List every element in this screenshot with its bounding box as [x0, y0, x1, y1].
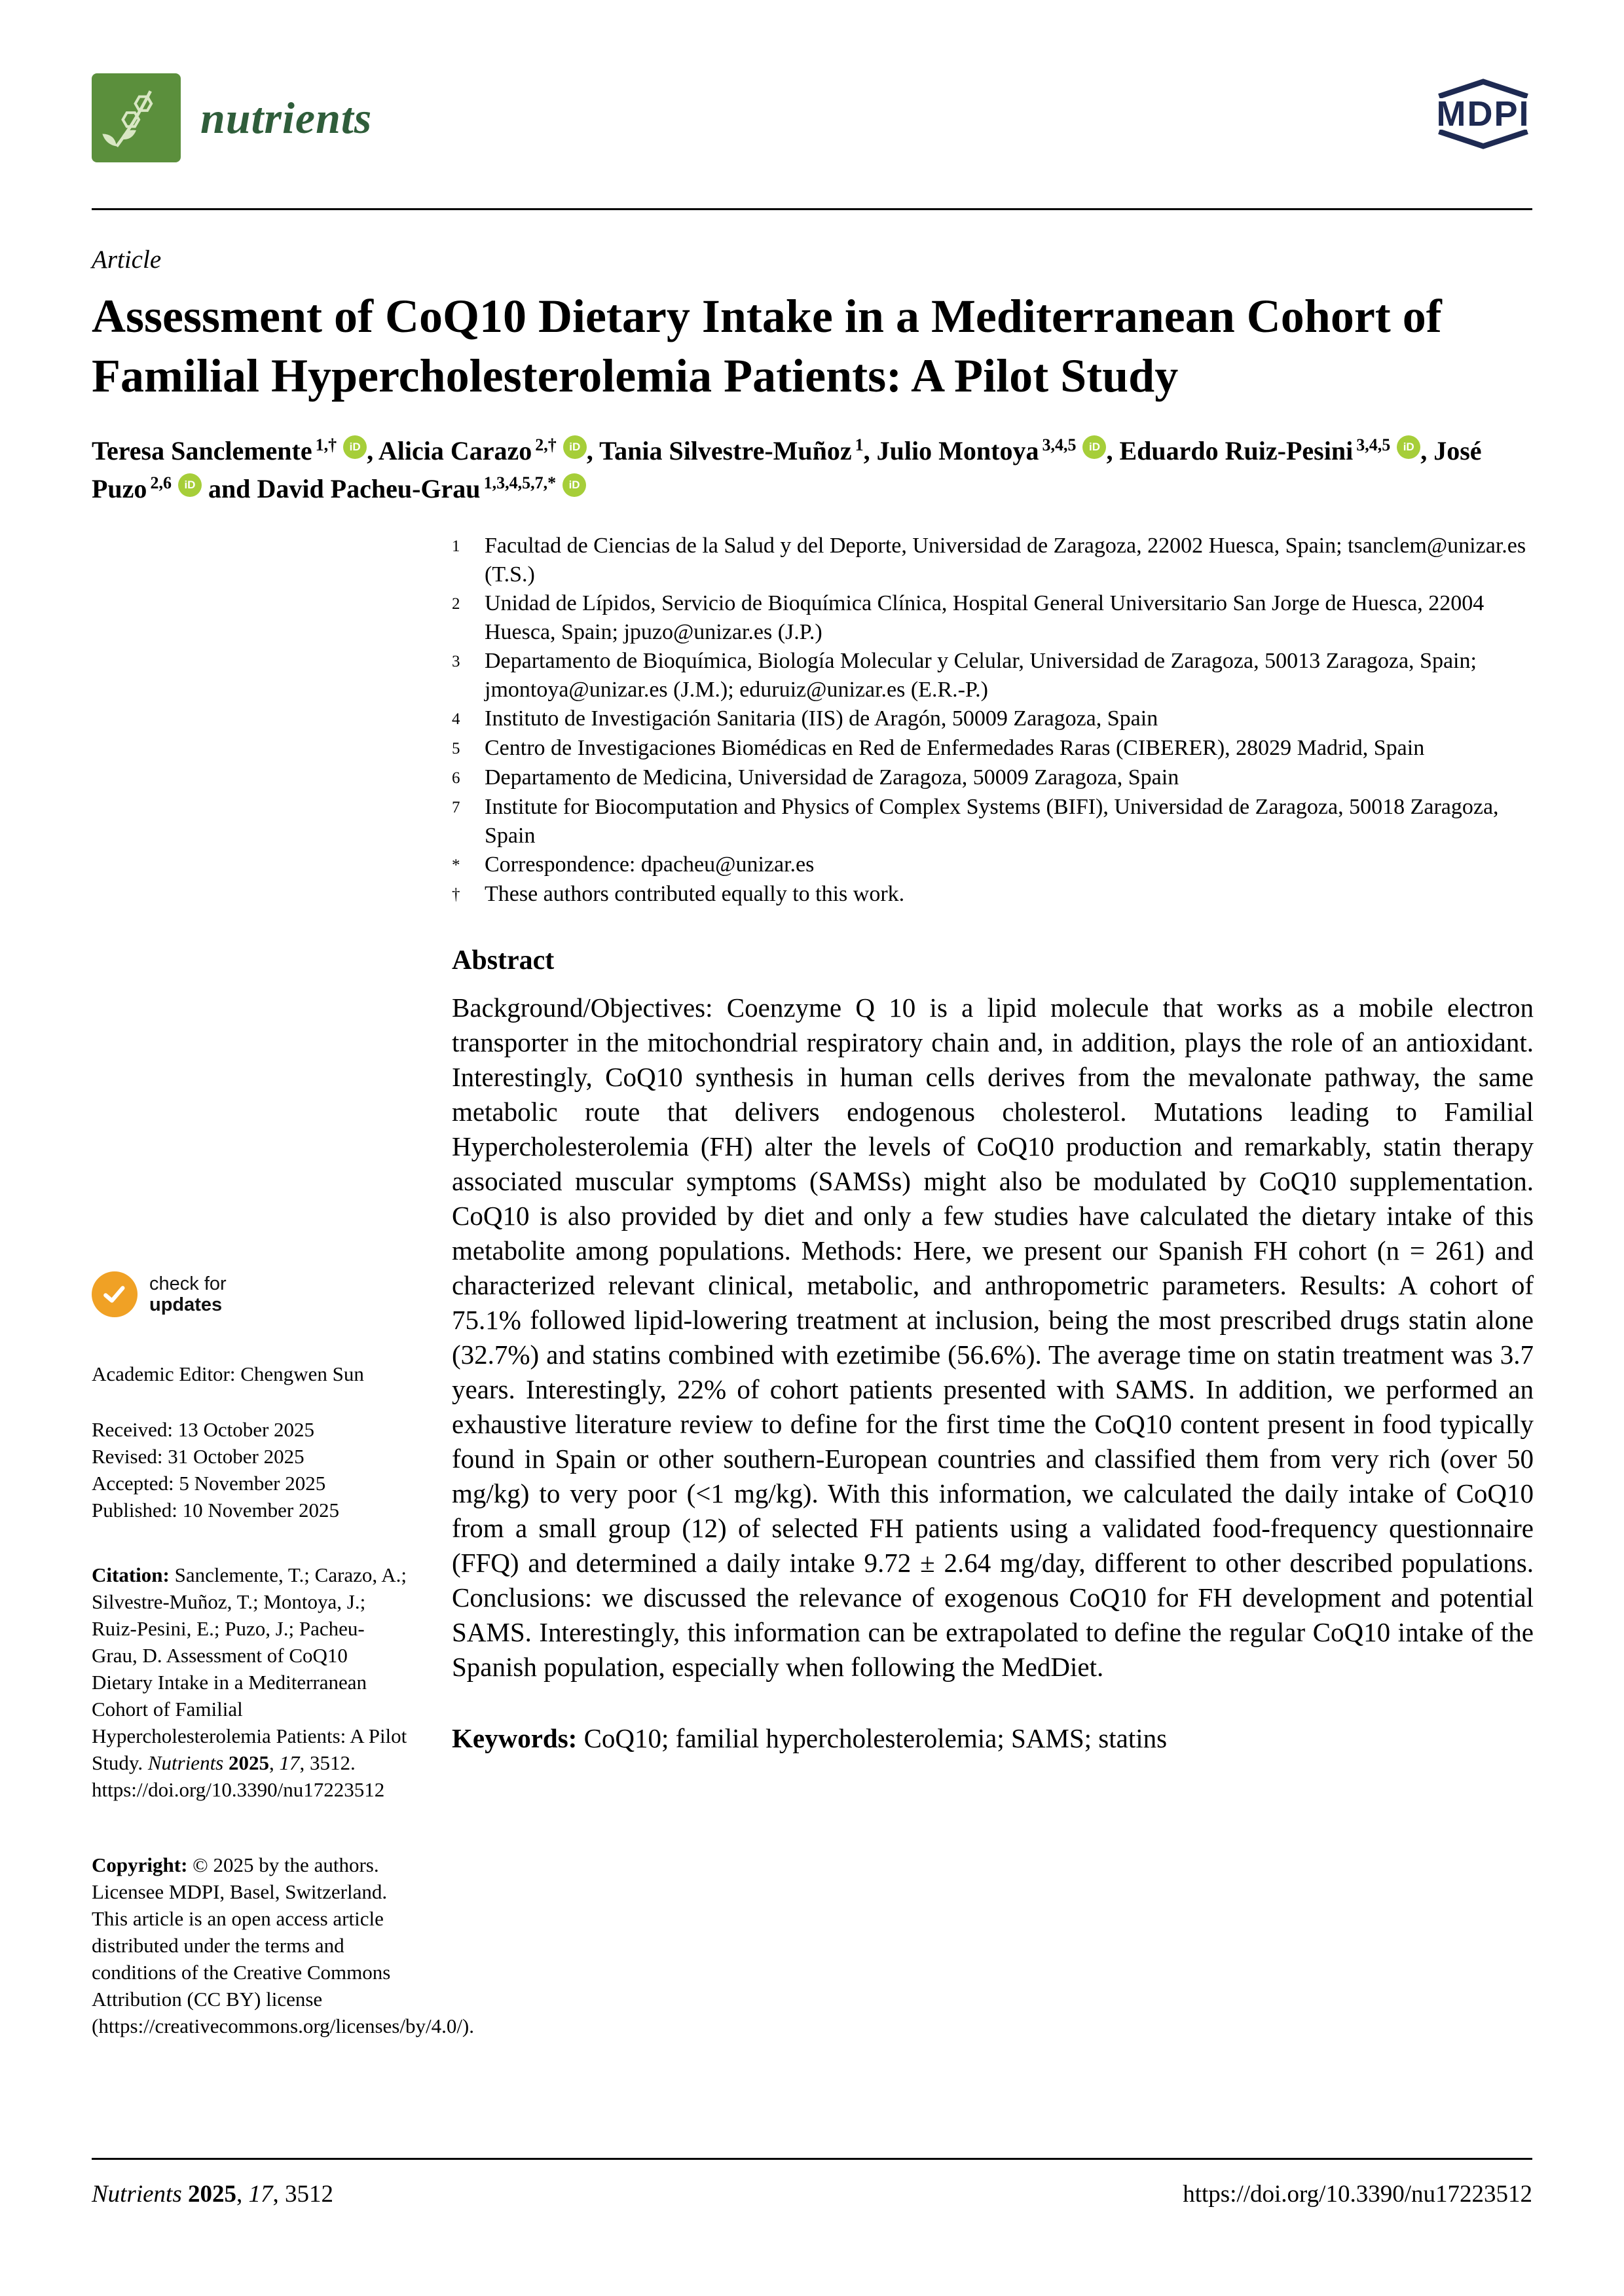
- date-line: Accepted: 5 November 2025: [92, 1472, 326, 1495]
- affiliation-marker: 1: [452, 538, 460, 555]
- affiliation-marker: †: [452, 886, 460, 903]
- author-affiliation-sup: 2,6: [150, 473, 172, 492]
- date-line: Published: 10 November 2025: [92, 1499, 339, 1522]
- abstract-text: Background/Objectives: Coenzyme Q 10 is a lipid molecule that works as a mobile electron transporter in the mitochondrial respiratory chain and, in addition, plays the role of an antioxidant. Interestingly, CoQ10 synthesis in human cells derives from the mevalonate pathway, the same metabolic route that delivers endogenous cholesterol. Mutations leading to Familial Hypercholesterolemia (FH) alter the levels of CoQ10 production and remarkably, statin therapy associated muscular symptoms (SAMSs) might also be modulated by CoQ10 supplementation. CoQ10 is also provided by diet and only a few studies have calculated the dietary intake of this metabolite among populations. Methods: Here, we present our Spanish FH cohort (n = 261) and characterized relevant clinical, metabolic, and anthropometric parameters. Results: A cohort of 75.1% followed lipid-lowering treatment at inclusion, being the most prescribed drugs statin alone (32.7%) and statins combined with ezetimibe (56.6%). The average time on statin treatment was 3.7 years. Interestingly, 22% of cohort patients presented with SAMS. In addition, we performed an exhaustive literature review to define for the first time the CoQ10 content present in food typically found in Spain or other southern-European countries and classified them from very rich (over 50 mg/kg) to very poor (<1 mg/kg). With this information, we calculated the daily intake of CoQ10 from a small group (12) of selected FH patients using a validated food-frequency questionnaire (FFQ) and determined a daily intake 9.72 ± 2.64 mg/day, different to other described populations. Conclusions: we discussed the relevance of exogenous CoQ10 for FH development and potential SAMS. Interestingly, this information can be extrapolated to define the regular CoQ10 intake of the Spanish population, especially when following the MedDiet.: [452, 993, 1534, 1682]
- badge-line2: updates: [149, 1294, 223, 1315]
- badge-line1: check for: [149, 1273, 227, 1294]
- nutrients-logo-icon: [92, 73, 181, 162]
- affiliation-text: Institute for Biocomputation and Physics of Complex Systems (BIFI), Universidad de Zaragoza, 50018 Zaragoza, Spain: [485, 795, 1499, 848]
- author-affiliation-sup: 3,4,5: [1356, 435, 1391, 454]
- date-line: Received: 13 October 2025: [92, 1418, 315, 1441]
- affiliation-text: Centro de Investigaciones Biomédicas en Red de Enfermedades Raras (CIBERER), 28029 Madrid, Spain: [485, 736, 1425, 760]
- copyright-block: [92, 1851, 475, 2039]
- article-title: Assessment of CoQ10 Dietary Intake in a Mediterranean Cohort of Familial Hypercholesterolemia Patients: A Pilot Study: [92, 290, 1442, 403]
- author-affiliation-sup: 3,4,5: [1042, 435, 1077, 454]
- affiliation-row: [452, 532, 1534, 589]
- affiliation-row: [452, 763, 1534, 793]
- citation-label: Citation:: [92, 1563, 170, 1586]
- mdpi-wordmark: MDPI: [1436, 94, 1530, 134]
- article-type-label: Article: [92, 246, 162, 274]
- check-badge-text: [149, 1273, 227, 1315]
- orcid-icon[interactable]: iD: [1397, 435, 1420, 459]
- footer-divider: [92, 2158, 1532, 2160]
- affiliations: [452, 532, 1534, 909]
- mdpi-emblem-bottom-icon: [1434, 130, 1532, 149]
- citation-text: Sanclemente, T.; Carazo, A.; Silvestre-Muñoz, T.; Montoya, J.; Ruiz-Pesini, E.; Puzo, J.; Pacheu-Grau, D. Assessment of CoQ10 Dietary Intake in a Mediterranean Cohort of Familial Hypercholesterolemia Patients: A Pilot Study. Nutrients 2025, 17, 3512. https://doi.org/10.3390/nu17223512: [92, 1563, 407, 1801]
- header: [92, 73, 1532, 162]
- copyright-label: Copyright:: [92, 1853, 188, 1876]
- sidebar-dates: [92, 1416, 409, 1523]
- affiliation-marker: 7: [452, 799, 460, 816]
- affiliation-marker: 5: [452, 740, 460, 757]
- check-icon: [92, 1271, 138, 1317]
- affiliation-text: Departamento de Medicina, Universidad de Zaragoza, 50009 Zaragoza, Spain: [485, 765, 1179, 790]
- journal-brand: [92, 73, 372, 162]
- author-affiliation-sup: 1,3,4,5,7,*: [483, 473, 557, 492]
- author-line: Teresa Sanclemente $^{1,\dagger}$ iD , Alicia Carazo $^{2,\dagger}$ iD , Tania Silvestre-Muñoz $^1$, Julio Montoya $^{3,4,5}$ iD , Eduardo Ruiz-Pesini $^{3,4,5}$ iD , José Puzo $^{2,6}$ iD and David Pacheu-Grau $^{1,3,4,5,7,*}$ iD: [92, 435, 1482, 503]
- keywords-text: CoQ10; familial hypercholesterolemia; SAMS; statins: [583, 1723, 1168, 1753]
- affiliation-text: Unidad de Lípidos, Servicio de Bioquímica Clínica, Hospital General Universitario San Jorge de Huesca, 22004 Huesca, Spain; jpuzo@unizar.es (J.P.): [485, 591, 1485, 644]
- author-affiliation-sup: 1,†: [315, 435, 337, 454]
- affiliation-marker: 4: [452, 710, 460, 728]
- footer-citation: Nutrients 2025, 17, 3512: [92, 2181, 333, 2208]
- main-column: [452, 532, 1534, 1756]
- orcid-icon[interactable]: iD: [343, 435, 367, 459]
- affiliation-text: Facultad de Ciencias de la Salud y del Deporte, Universidad de Zaragoza, 22002 Huesca, Spain; tsanclem@unizar.es (T.S.): [485, 534, 1526, 587]
- keywords-label: Keywords:: [452, 1723, 578, 1753]
- orcid-icon[interactable]: iD: [178, 473, 202, 497]
- date-line: Revised: 31 October 2025: [92, 1445, 304, 1468]
- affiliation-marker: 3: [452, 653, 460, 670]
- mdpi-logo: [1434, 79, 1532, 149]
- left-sidebar: [92, 1271, 475, 2039]
- affiliation-text: Departamento de Bioquímica, Biología Molecular y Celular, Universidad de Zaragoza, 50013 Zaragoza, Spain; jmontoya@unizar.es (J.M.); eduruiz@unizar.es (E.R.-P.): [485, 649, 1477, 702]
- keywords-line: [452, 1721, 1534, 1756]
- affiliation-marker: 6: [452, 769, 460, 787]
- author-affiliation-sup: 1: [855, 435, 864, 454]
- author-name: Tania Silvestre-Muñoz: [599, 436, 852, 465]
- affiliation-row: [452, 589, 1534, 647]
- orcid-icon[interactable]: iD: [1082, 435, 1106, 459]
- affiliation-row: [452, 793, 1534, 850]
- academic-editor: Academic Editor: Chengwen Sun: [92, 1362, 364, 1385]
- citation-block: [92, 1561, 409, 1803]
- footer: [92, 2180, 1532, 2208]
- author-name: Eduardo Ruiz-Pesini: [1119, 436, 1354, 465]
- author-name: David Pacheu-Grau: [257, 474, 481, 503]
- affiliation-marker: *: [452, 856, 460, 874]
- author-name: Julio Montoya: [876, 436, 1039, 465]
- copyright-text: © 2025 by the authors. Licensee MDPI, Basel, Switzerland. This article is an open access article distributed under the terms and conditions of the Creative Commons Attribution (CC BY) license (https://creativecommons.org/licenses/by/4.0/).: [92, 1853, 475, 2037]
- affiliation-row: [452, 734, 1534, 763]
- journal-name: nutrients: [200, 92, 373, 143]
- affiliation-marker: 2: [452, 595, 460, 613]
- affiliation-text: These authors contributed equally to this work.: [485, 882, 905, 906]
- author-name: Alicia Carazo: [378, 436, 532, 465]
- author-name: José Puzo: [92, 436, 1482, 503]
- affiliation-text: Instituto de Investigación Sanitaria (IIS) de Aragón, 50009 Zaragoza, Spain: [485, 706, 1158, 731]
- check-for-updates-badge[interactable]: [92, 1271, 409, 1317]
- header-divider: [92, 208, 1532, 210]
- abstract-heading: Abstract: [452, 945, 555, 975]
- author-name: Teresa Sanclemente: [92, 436, 312, 465]
- affiliation-row: [452, 704, 1534, 734]
- affiliation-text: Correspondence: dpacheu@unizar.es: [485, 852, 815, 877]
- affiliation-row: [452, 880, 1534, 909]
- affiliation-row: [452, 647, 1534, 704]
- affiliation-row: [452, 850, 1534, 880]
- orcid-icon[interactable]: iD: [563, 435, 587, 459]
- footer-doi-link[interactable]: https://doi.org/10.3390/nu17223512: [1183, 2181, 1532, 2208]
- author-affiliation-sup: 2,†: [535, 435, 557, 454]
- orcid-icon[interactable]: iD: [563, 473, 586, 497]
